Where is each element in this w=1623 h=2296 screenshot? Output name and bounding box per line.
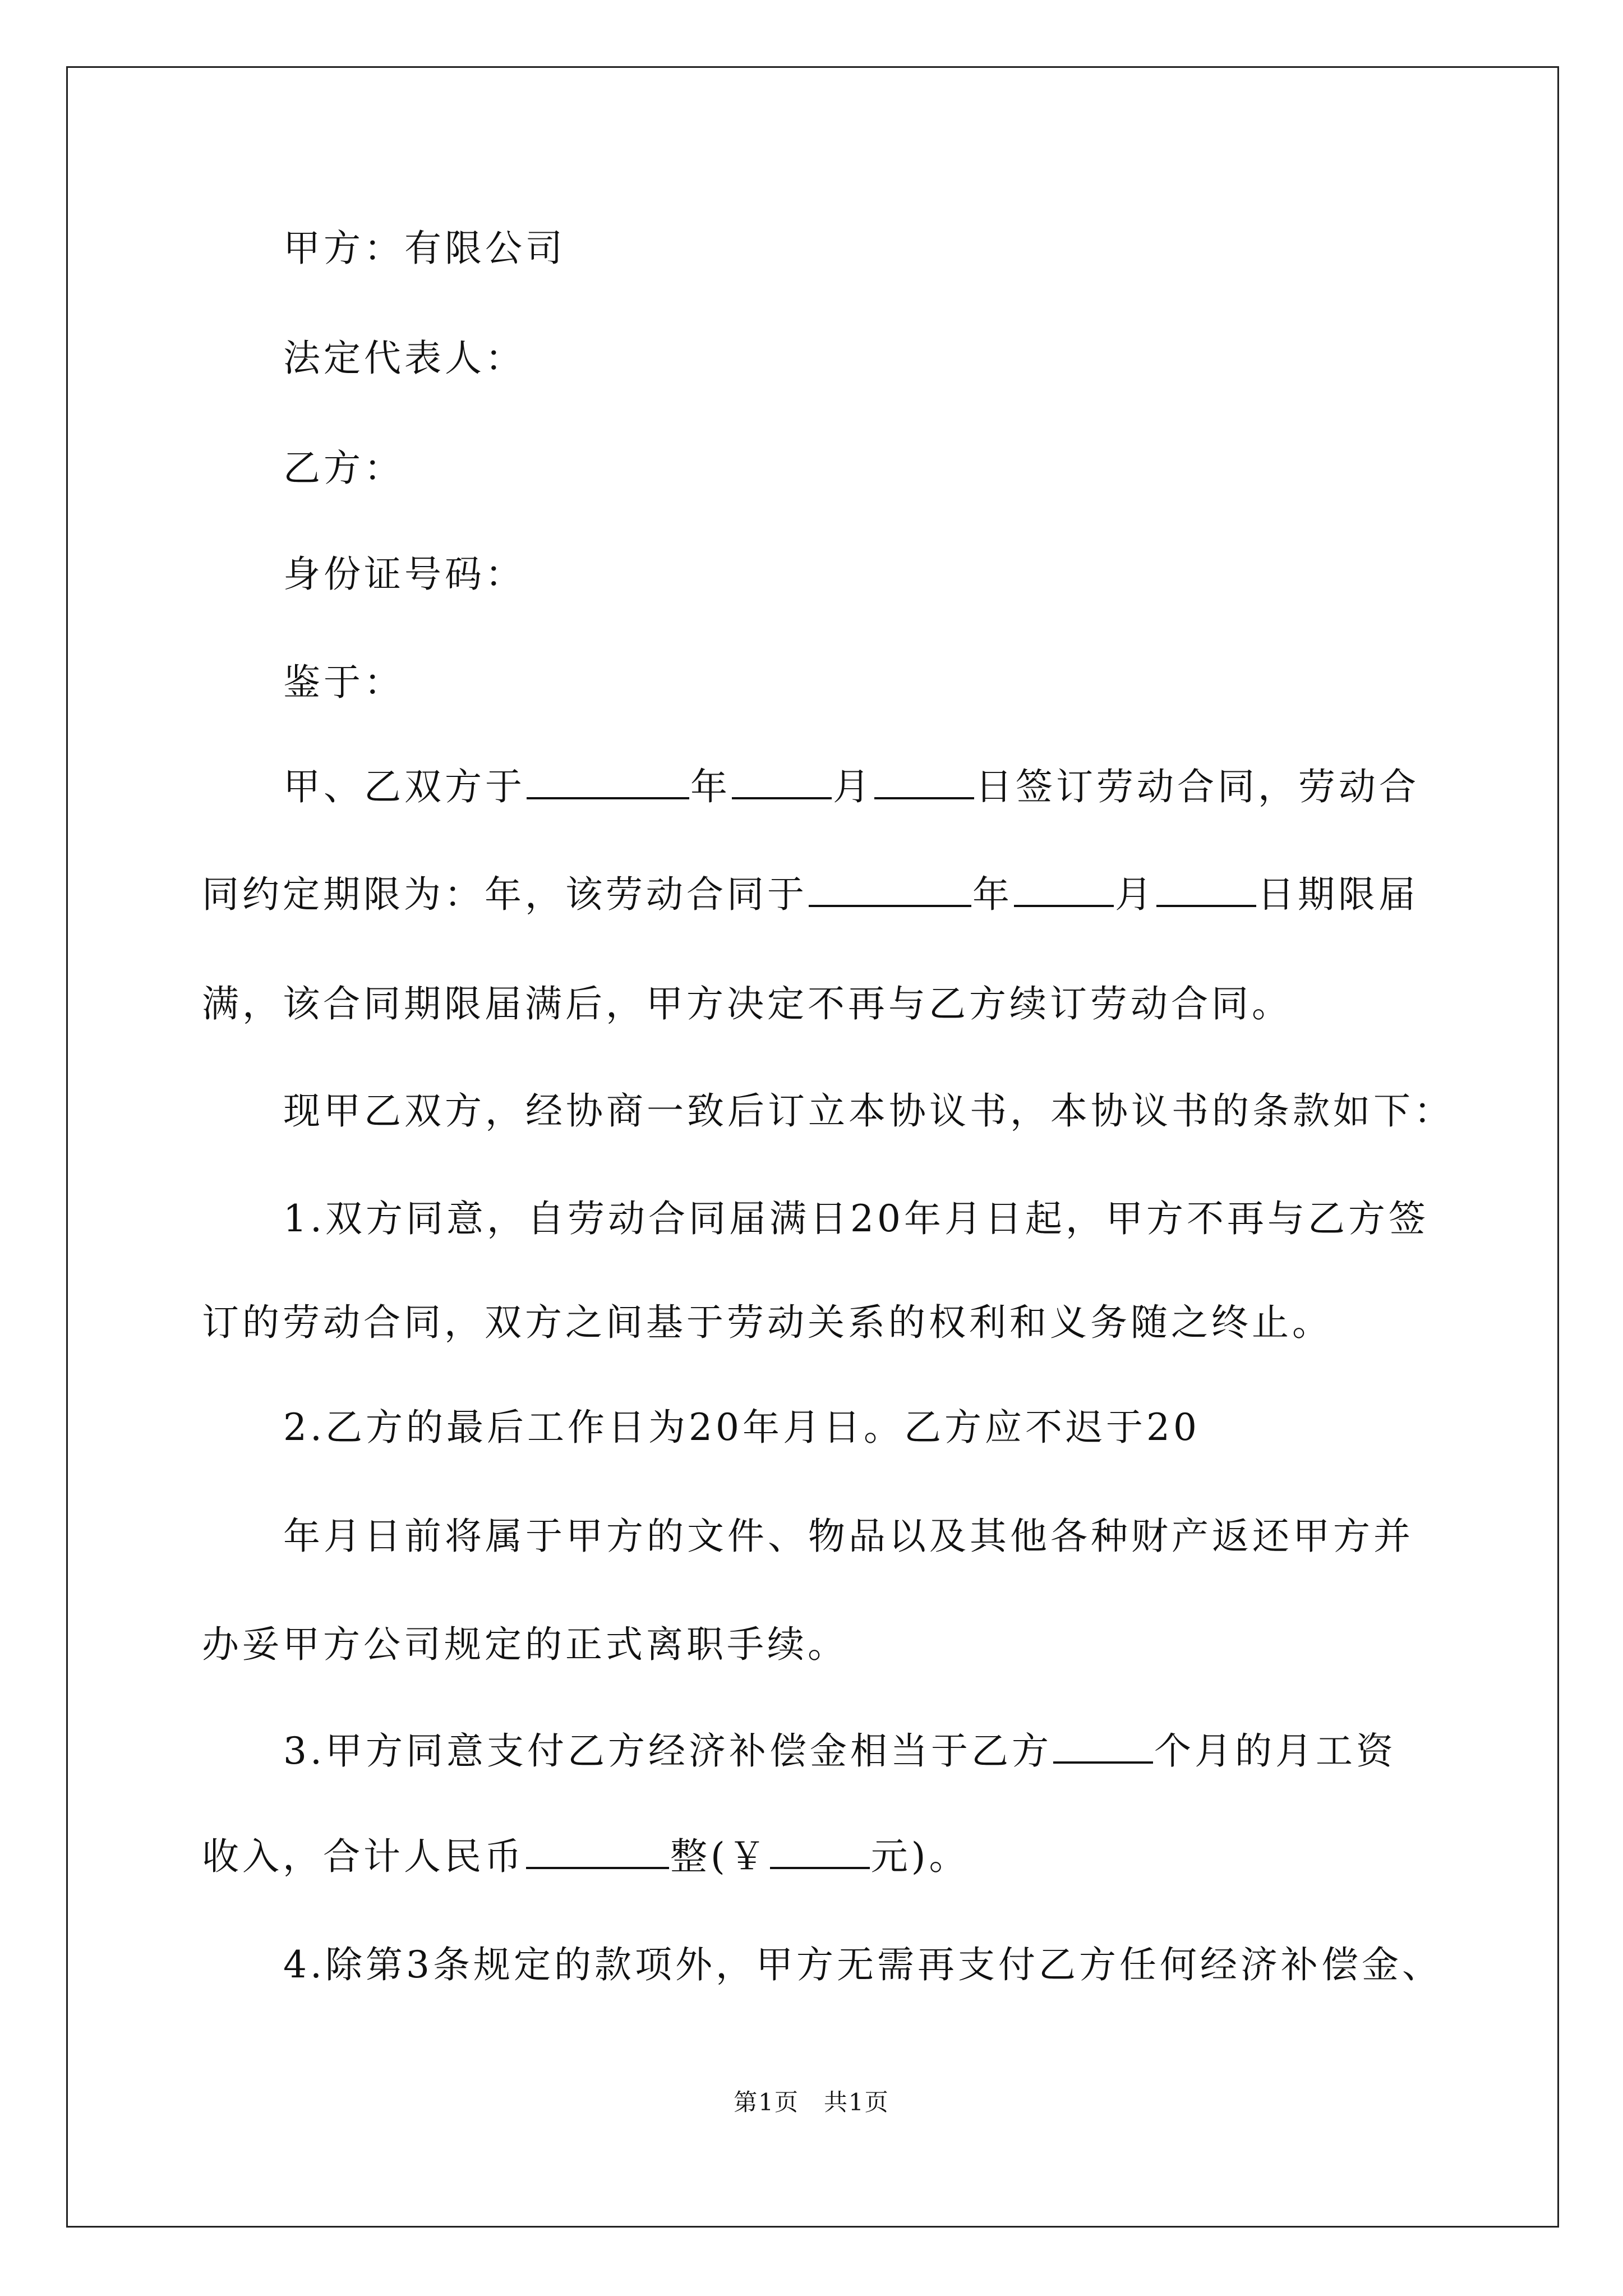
page-footer: 第1页 共1页 xyxy=(734,2088,889,2116)
blank-amount-words xyxy=(526,1835,669,1869)
blank-year xyxy=(809,873,971,907)
text: 整(￥ xyxy=(670,1835,769,1878)
text: 日期限届 xyxy=(1257,873,1419,916)
party-b-line: 乙方： xyxy=(283,447,404,490)
paragraph-1-line-2 xyxy=(202,872,1419,917)
paragraph-1-line-3: 满，该合同期限届满后，甲方决定不再与乙方续订劳动合同。 xyxy=(202,982,1292,1025)
clause-3-line-2 xyxy=(202,1834,970,1879)
text: 3.甲方同意支付乙方经济补偿金相当于乙方 xyxy=(283,1729,1052,1773)
blank-months xyxy=(1053,1730,1153,1764)
clause-3-line-1 xyxy=(283,1729,1396,1774)
text: 月 xyxy=(833,765,873,808)
clause-2-line-3: 办妥甲方公司规定的正式离职手续。 xyxy=(202,1623,848,1666)
blank-month xyxy=(1014,873,1114,907)
text: 年 xyxy=(972,873,1013,916)
text: 日签订劳动合同，劳动合 xyxy=(975,765,1419,808)
whereas-line: 鉴于： xyxy=(283,661,404,704)
paragraph-1-line-1 xyxy=(283,765,1419,809)
party-a-line: 甲方：有限公司 xyxy=(283,227,566,270)
id-number-line: 身份证号码： xyxy=(283,553,525,596)
blank-year xyxy=(527,766,689,799)
text: 个月的月工资 xyxy=(1154,1729,1396,1773)
text: 元)。 xyxy=(870,1835,970,1878)
clause-2-line-1: 2.乙方的最后工作日为20年月日。乙方应不迟于20 xyxy=(283,1406,1200,1449)
page-border xyxy=(66,66,1559,2228)
blank-day xyxy=(874,766,974,799)
blank-day xyxy=(1156,873,1256,907)
legal-rep-line: 法定代表人： xyxy=(283,337,525,380)
text: 收入，合计人民币 xyxy=(202,1835,525,1878)
text: 甲、乙双方于 xyxy=(283,765,525,808)
paragraph-2: 现甲乙双方，经协商一致后订立本协议书，本协议书的条款如下： xyxy=(283,1089,1454,1133)
text: 月 xyxy=(1115,873,1155,916)
blank-month xyxy=(732,766,832,799)
text: 年 xyxy=(690,765,731,808)
clause-1-line-1: 1.双方同意，自劳动合同届满日20年月日起，甲方不再与乙方签 xyxy=(283,1197,1429,1240)
clause-2-line-2: 年月日前将属于甲方的文件、物品以及其他各种财产返还甲方并 xyxy=(283,1515,1414,1558)
blank-amount-number xyxy=(770,1835,870,1869)
clause-4-line-1: 4.除第3条规定的款项外，甲方无需再支付乙方任何经济补偿金、 xyxy=(283,1943,1442,1986)
clause-1-line-2: 订的劳动合同，双方之间基于劳动关系的权利和义务随之终止。 xyxy=(202,1301,1332,1344)
text: 同约定期限为：年，该劳动合同于 xyxy=(202,873,808,916)
